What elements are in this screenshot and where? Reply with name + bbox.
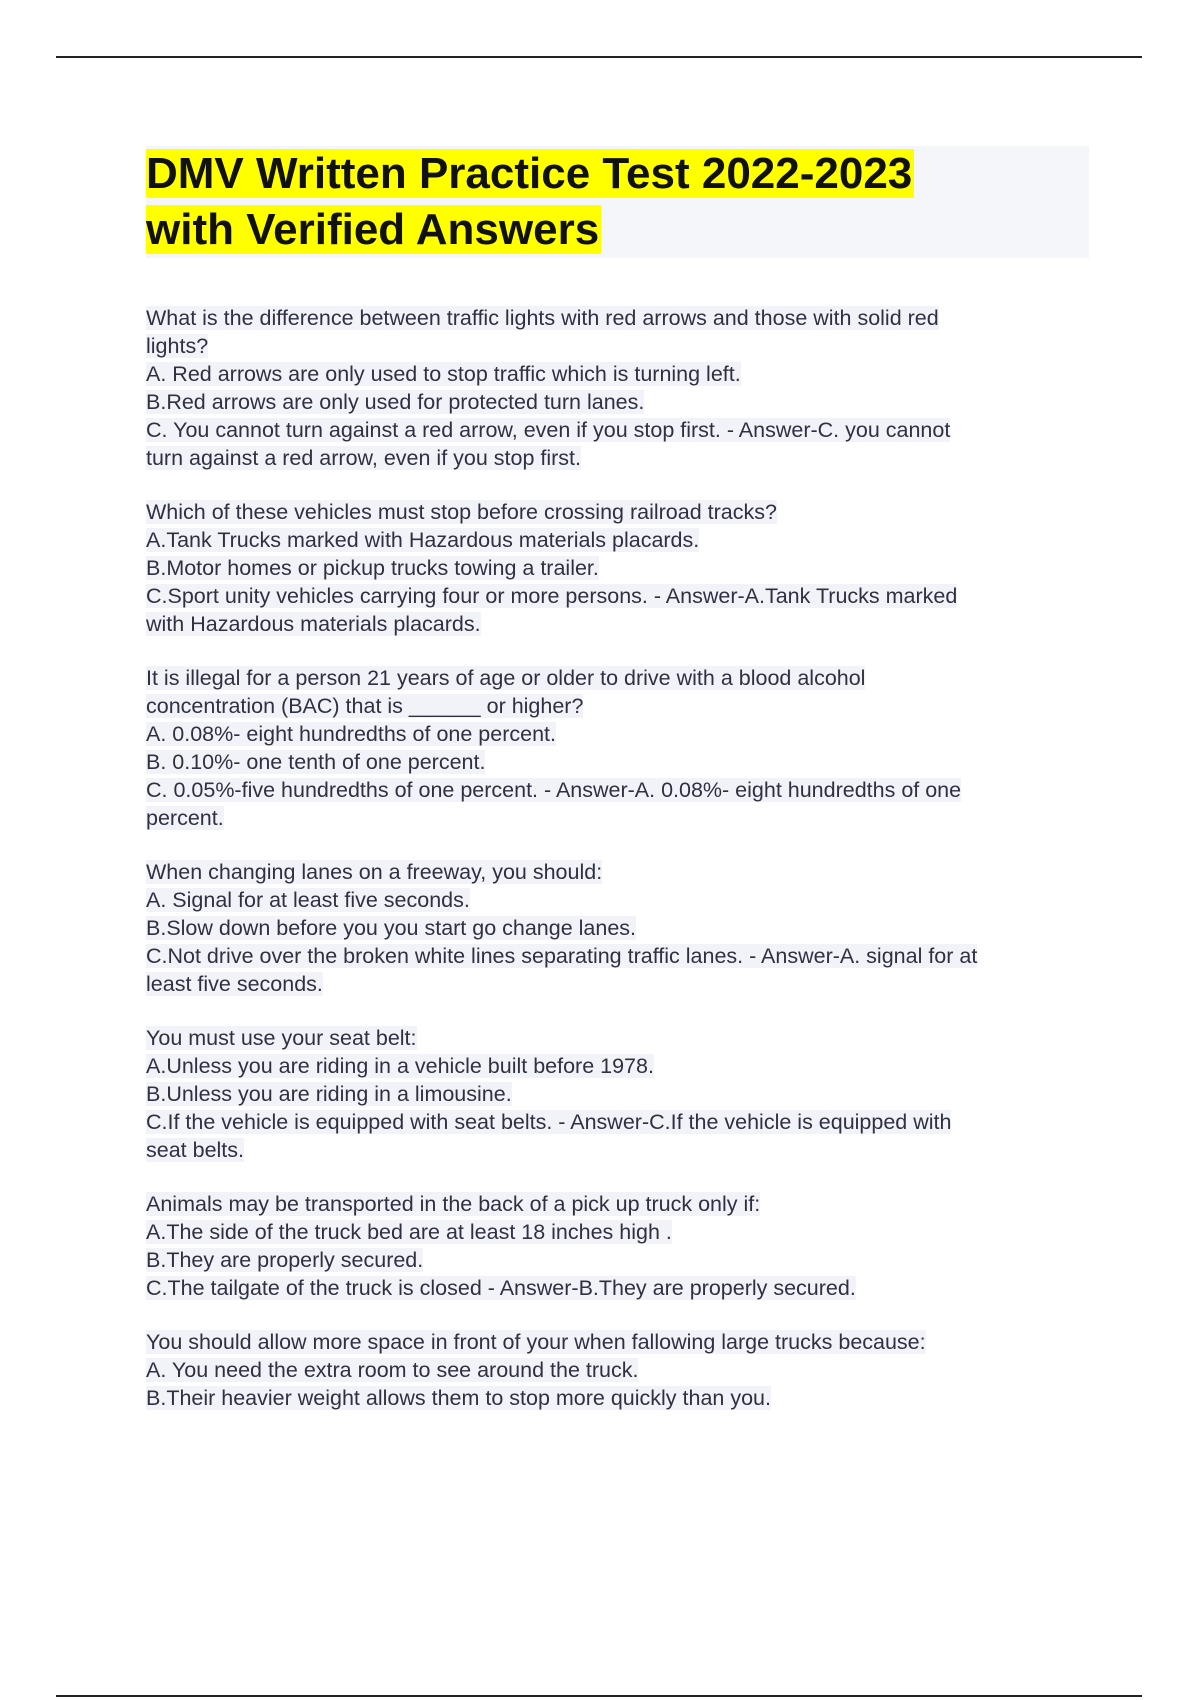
answer-option-text — [146, 1246, 1086, 1274]
text-line: B.Unless you are riding in a limousine. — [146, 1082, 512, 1106]
answer-option-text — [146, 1356, 1086, 1384]
answer-option-text — [146, 942, 1086, 970]
answer-option-text — [146, 388, 1086, 416]
answer-option-text — [146, 416, 1086, 444]
title-block — [146, 146, 1089, 258]
question-block — [146, 664, 1086, 832]
answer-option-text — [146, 748, 1086, 776]
question-block — [146, 1190, 1086, 1302]
text-line: C.If the vehicle is equipped with seat belts. - Answer-C.If the vehicle is equipped with — [146, 1110, 952, 1134]
answer-option-text — [146, 1108, 1086, 1136]
question-block — [146, 1024, 1086, 1164]
answer-option-text — [146, 1080, 1086, 1108]
question-text — [146, 1024, 1086, 1052]
text-line: percent. — [146, 806, 224, 830]
text-line: Animals may be transported in the back of a pick up truck only if: — [146, 1192, 761, 1216]
text-line: B. 0.10%- one tenth of one percent. — [146, 750, 486, 774]
text-line: concentration (BAC) that is ______ or higher? — [146, 694, 584, 718]
text-line: B.Red arrows are only used for protected turn lanes. — [146, 390, 645, 414]
answer-option-text — [146, 1052, 1086, 1080]
text-line: A.Tank Trucks marked with Hazardous materials placards. — [146, 528, 700, 552]
document-body — [146, 146, 1086, 1438]
text-line: with Hazardous materials placards. — [146, 612, 481, 636]
question-text — [146, 858, 1086, 886]
answer-option-text — [146, 804, 1086, 832]
answer-option-text — [146, 914, 1086, 942]
text-line: Which of these vehicles must stop before crossing railroad tracks? — [146, 500, 777, 524]
text-line: A. Signal for at least five seconds. — [146, 888, 470, 912]
text-line: least five seconds. — [146, 972, 323, 996]
question-block — [146, 498, 1086, 638]
question-text — [146, 664, 1086, 692]
document-title — [146, 146, 1089, 258]
text-line: C.Not drive over the broken white lines separating traffic lanes. - Answer-A. signal for at — [146, 944, 978, 968]
answer-option-text — [146, 444, 1086, 472]
question-block — [146, 858, 1086, 998]
title-line-1: DMV Written Practice Test 2022-2023 — [146, 149, 913, 198]
text-line: lights? — [146, 334, 209, 358]
answer-option-text — [146, 720, 1086, 748]
answer-option-text — [146, 776, 1086, 804]
bottom-rule — [56, 1695, 1142, 1697]
text-line: When changing lanes on a freeway, you should: — [146, 860, 603, 884]
answer-option-text — [146, 1136, 1086, 1164]
text-line: turn against a red arrow, even if you stop first. — [146, 446, 581, 470]
answer-option-text — [146, 360, 1086, 388]
answer-option-text — [146, 332, 1086, 360]
text-line: A. Red arrows are only used to stop traffic which is turning left. — [146, 362, 741, 386]
text-line: B.Slow down before you you start go change lanes. — [146, 916, 637, 940]
question-text — [146, 304, 1086, 332]
answer-option-text — [146, 610, 1086, 638]
text-line: C.The tailgate of the truck is closed - Answer-B.They are properly secured. — [146, 1276, 856, 1300]
text-line: B.They are properly secured. — [146, 1248, 424, 1272]
question-text — [146, 498, 1086, 526]
question-block — [146, 1328, 1086, 1412]
answer-option-text — [146, 1274, 1086, 1302]
question-block — [146, 304, 1086, 472]
answer-option-text — [146, 692, 1086, 720]
answer-option-text — [146, 886, 1086, 914]
top-rule — [56, 56, 1142, 58]
text-line: C.Sport unity vehicles carrying four or more persons. - Answer-A.Tank Trucks marked — [146, 584, 958, 608]
text-line: A. 0.08%- eight hundredths of one percent. — [146, 722, 556, 746]
answer-option-text — [146, 1384, 1086, 1412]
answer-option-text — [146, 554, 1086, 582]
title-line-2: with Verified Answers — [146, 205, 600, 254]
text-line: You must use your seat belt: — [146, 1026, 417, 1050]
text-line: What is the difference between traffic lights with red arrows and those with solid red — [146, 306, 939, 330]
text-line: C. You cannot turn against a red arrow, even if you stop first. - Answer-C. you cannot — [146, 418, 951, 442]
answer-option-text — [146, 1218, 1086, 1246]
text-line: A. You need the extra room to see around the truck. — [146, 1358, 639, 1382]
text-line: B.Motor homes or pickup trucks towing a trailer. — [146, 556, 599, 580]
question-text — [146, 1328, 1086, 1356]
answer-option-text — [146, 582, 1086, 610]
text-line: seat belts. — [146, 1138, 244, 1162]
answer-option-text — [146, 970, 1086, 998]
text-line: It is illegal for a person 21 years of age or older to drive with a blood alcohol — [146, 666, 866, 690]
question-text — [146, 1190, 1086, 1218]
text-line: B.Their heavier weight allows them to stop more quickly than you. — [146, 1386, 771, 1410]
answer-option-text — [146, 526, 1086, 554]
text-line: You should allow more space in front of your when fallowing large trucks because: — [146, 1330, 926, 1354]
question-list — [146, 304, 1086, 1412]
text-line: A.The side of the truck bed are at least 18 inches high . — [146, 1220, 672, 1244]
text-line: A.Unless you are riding in a vehicle built before 1978. — [146, 1054, 654, 1078]
text-line: C. 0.05%-five hundredths of one percent. - Answer-A. 0.08%- eight hundredths of one — [146, 778, 962, 802]
